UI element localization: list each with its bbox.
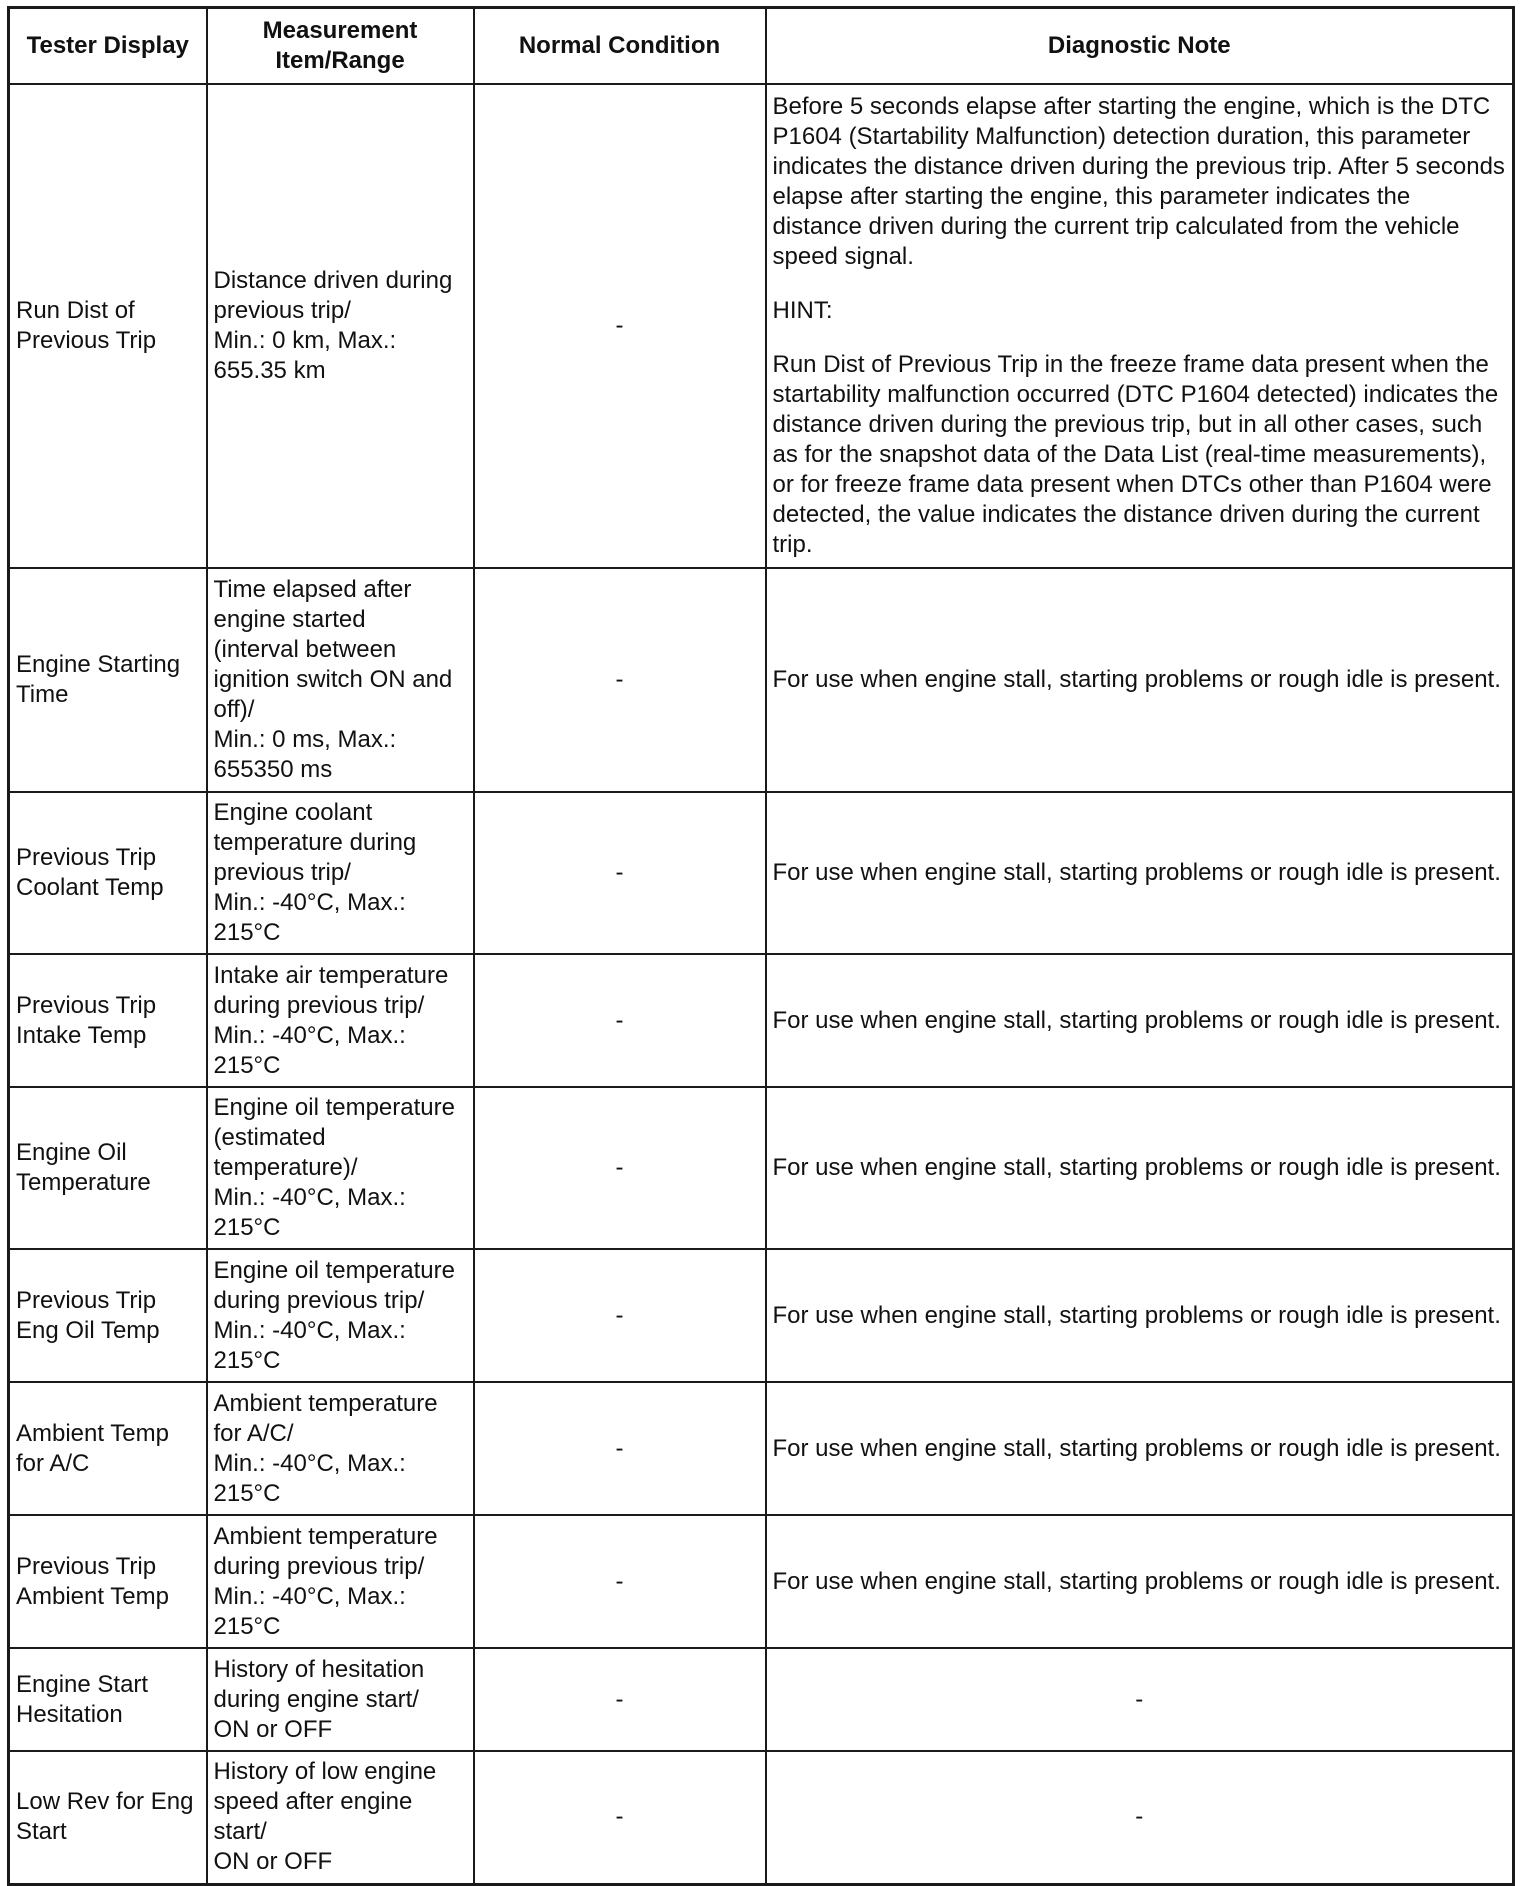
tester-display-cell: Engine Start Hesitation — [9, 1648, 207, 1751]
table-row — [9, 1249, 1514, 1382]
tester-display-cell: Previous Trip Intake Temp — [9, 954, 207, 1087]
tester-display-cell: Previous Trip Coolant Temp — [9, 792, 207, 954]
table-row — [9, 1648, 1514, 1751]
normal-condition-cell: - — [474, 1382, 766, 1515]
normal-condition-cell: - — [474, 1249, 766, 1382]
measurement-range-cell: Intake air temperature during previous trip/ Min.: -40°C, Max.: 215°C — [207, 954, 474, 1087]
tester-display-cell: Engine Starting Time — [9, 568, 207, 792]
note-paragraph: Run Dist of Previous Trip in the freeze frame data present when the startability malfunction occurred (DTC P1604 detected) indicates the distance driven during the previous trip, but in all other cases, such as for the snapshot data of the Data List (real-time measurements), or for freeze frame data present when DTCs other than P1604 were detected, the value indicates the distance driven during the current trip. — [772, 351, 1499, 558]
measurement-range-cell: Ambient temperature during previous trip/ Min.: -40°C, Max.: 215°C — [207, 1515, 474, 1648]
tester-display-cell: Run Dist of Previous Trip — [9, 84, 207, 568]
table-row — [9, 792, 1514, 954]
header-tester-display: Tester Display — [9, 8, 207, 85]
measurement-range-cell: Time elapsed after engine started (interval between ignition switch ON and off)/ Min.: 0 ms, Max.: 655350 ms — [207, 568, 474, 792]
normal-condition-cell: - — [474, 1515, 766, 1648]
normal-condition-cell: - — [474, 1087, 766, 1249]
diagnostic-note-cell: For use when engine stall, starting problems or rough idle is present. — [766, 568, 1514, 792]
note-paragraph: Before 5 seconds elapse after starting the engine, which is the DTC P1604 (Startability Malfunction) detection duration, this parameter indicates the distance driven during the previous trip. After 5 seconds elapse after starting the engine, this parameter indicates the distance driven during the current trip calculated from the vehicle speed signal. — [772, 93, 1505, 270]
table-row — [9, 954, 1514, 1087]
tester-display-cell: Ambient Temp for A/C — [9, 1382, 207, 1515]
measurement-range-cell: Engine oil temperature (estimated temperature)/ Min.: -40°C, Max.: 215°C — [207, 1087, 474, 1249]
table-header-row — [9, 8, 1514, 85]
measurement-range-cell: Engine oil temperature during previous trip/ Min.: -40°C, Max.: 215°C — [207, 1249, 474, 1382]
tester-display-cell: Previous Trip Ambient Temp — [9, 1515, 207, 1648]
diagnostic-note-cell: For use when engine stall, starting problems or rough idle is present. — [766, 1382, 1514, 1515]
diagnostic-note-cell: For use when engine stall, starting problems or rough idle is present. — [766, 1515, 1514, 1648]
normal-condition-cell: - — [474, 954, 766, 1087]
diagnostic-note-cell — [766, 84, 1514, 568]
tester-display-cell: Previous Trip Eng Oil Temp — [9, 1249, 207, 1382]
measurement-range-cell: Engine coolant temperature during previous trip/ Min.: -40°C, Max.: 215°C — [207, 792, 474, 954]
table-row — [9, 1751, 1514, 1884]
normal-condition-cell: - — [474, 84, 766, 568]
diagnostic-note-cell: For use when engine stall, starting problems or rough idle is present. — [766, 1249, 1514, 1382]
diagnostic-note-cell: For use when engine stall, starting problems or rough idle is present. — [766, 792, 1514, 954]
measurement-range-cell: History of hesitation during engine start/ ON or OFF — [207, 1648, 474, 1751]
normal-condition-cell: - — [474, 1751, 766, 1884]
table-row — [9, 1382, 1514, 1515]
table-row — [9, 568, 1514, 792]
diagnostic-note-cell: - — [766, 1751, 1514, 1884]
normal-condition-cell: - — [474, 792, 766, 954]
measurement-range-cell: History of low engine speed after engine start/ ON or OFF — [207, 1751, 474, 1884]
diagnostic-data-table — [7, 6, 1515, 1886]
diagnostic-note-cell: For use when engine stall, starting problems or rough idle is present. — [766, 954, 1514, 1087]
note-hint-label: HINT: — [772, 297, 833, 324]
tester-display-cell: Low Rev for Eng Start — [9, 1751, 207, 1884]
table-row — [9, 1515, 1514, 1648]
tester-display-cell: Engine Oil Temperature — [9, 1087, 207, 1249]
table-row — [9, 84, 1514, 568]
header-normal-condition: Normal Condition — [474, 8, 766, 85]
header-measurement-item-range: Measurement Item/Range — [207, 8, 474, 85]
normal-condition-cell: - — [474, 568, 766, 792]
table-row — [9, 1087, 1514, 1249]
normal-condition-cell: - — [474, 1648, 766, 1751]
diagnostic-note-cell: - — [766, 1648, 1514, 1751]
header-diagnostic-note: Diagnostic Note — [766, 8, 1514, 85]
measurement-range-cell: Ambient temperature for A/C/ Min.: -40°C, Max.: 215°C — [207, 1382, 474, 1515]
measurement-range-cell: Distance driven during previous trip/ Min.: 0 km, Max.: 655.35 km — [207, 84, 474, 568]
diagnostic-note-cell: For use when engine stall, starting problems or rough idle is present. — [766, 1087, 1514, 1249]
